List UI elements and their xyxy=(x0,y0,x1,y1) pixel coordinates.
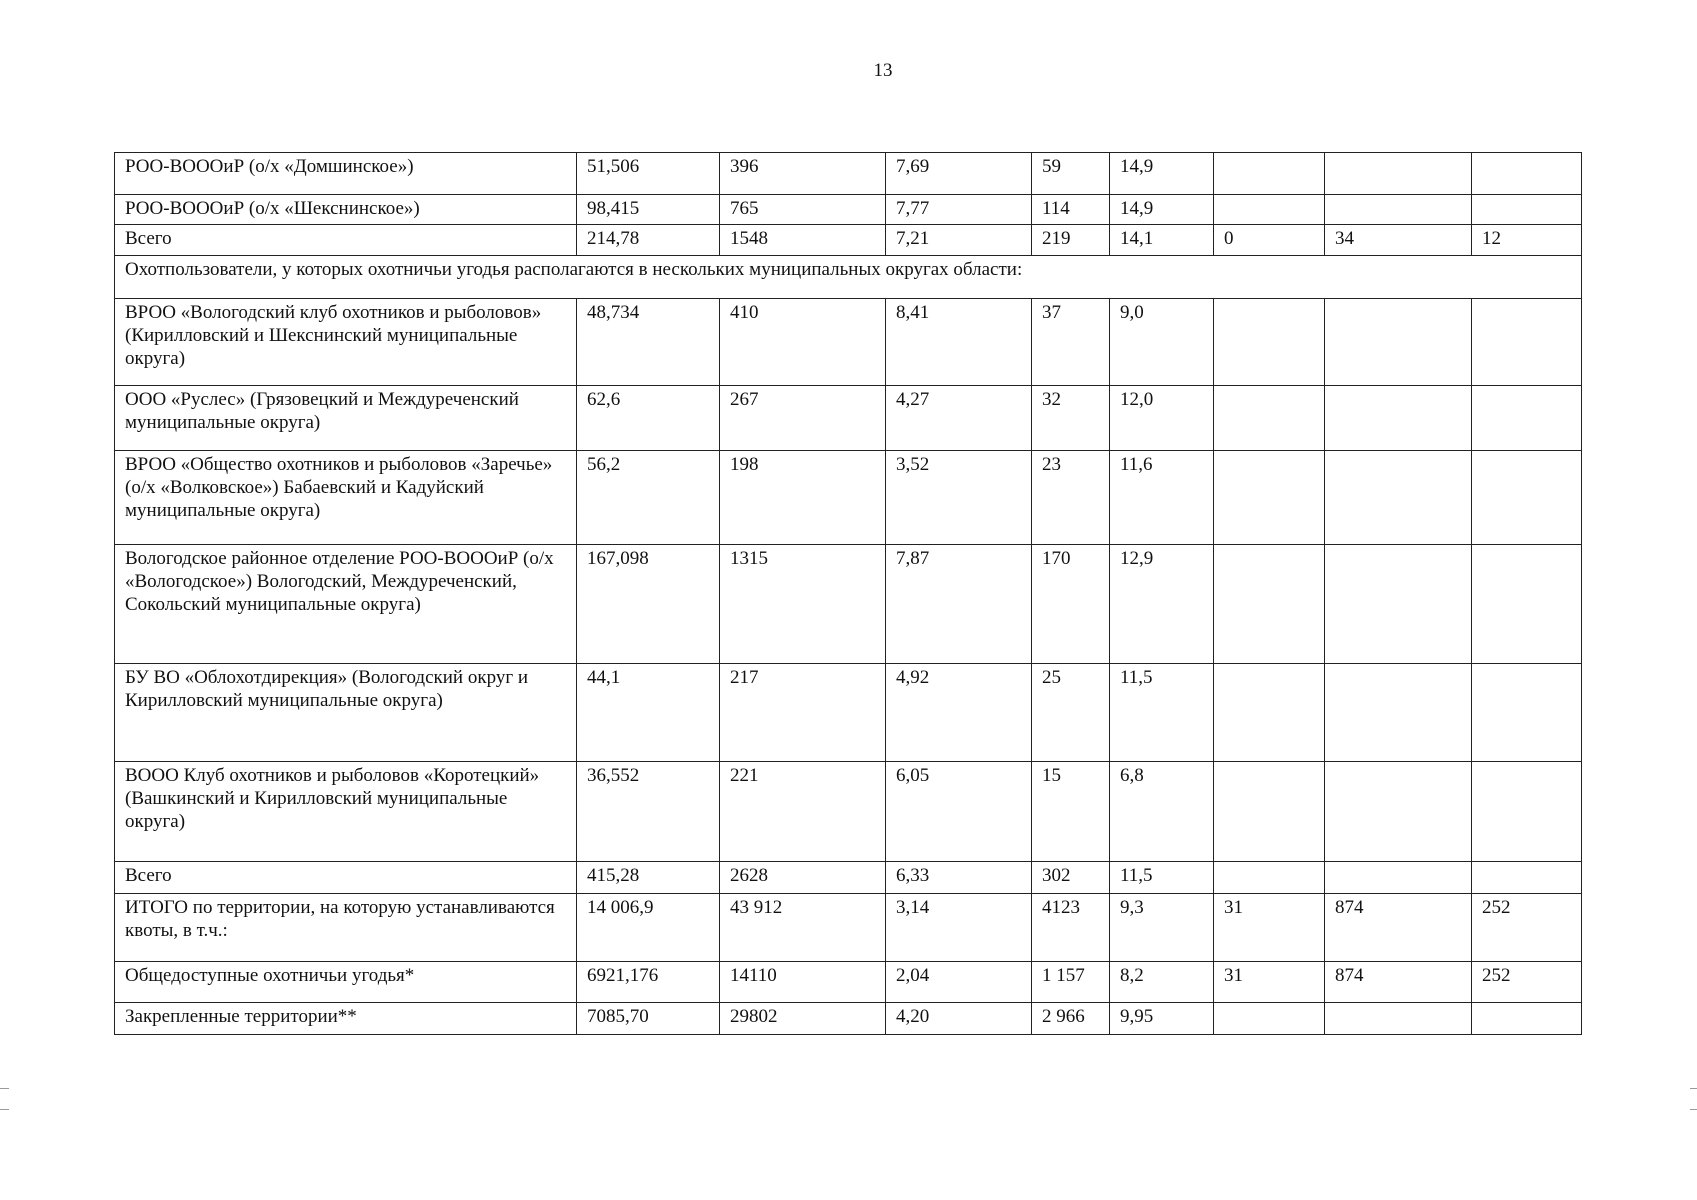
value-cell: 8,2 xyxy=(1110,962,1214,1003)
value-cell xyxy=(1214,545,1325,664)
value-cell xyxy=(1472,545,1582,664)
value-cell: 31 xyxy=(1214,894,1325,962)
table-row xyxy=(115,225,1582,256)
value-cell xyxy=(1472,195,1582,225)
value-cell: 98,415 xyxy=(577,195,720,225)
value-cell: 410 xyxy=(720,299,886,386)
value-cell: 11,5 xyxy=(1110,664,1214,762)
value-cell: 31 xyxy=(1214,962,1325,1003)
value-cell xyxy=(1472,862,1582,894)
value-cell: 32 xyxy=(1032,386,1110,451)
scan-mark xyxy=(0,1088,9,1089)
table-row xyxy=(115,256,1582,299)
value-cell xyxy=(1214,664,1325,762)
value-cell xyxy=(1325,664,1472,762)
row-label-cell: Всего xyxy=(115,225,577,256)
row-label-cell: БУ ВО «Облохотдирекция» (Вологодский округ и Кирилловский муниципальные округа) xyxy=(115,664,577,762)
value-cell: 6,05 xyxy=(886,762,1032,862)
value-cell xyxy=(1214,862,1325,894)
value-cell xyxy=(1325,762,1472,862)
value-cell: 59 xyxy=(1032,153,1110,195)
value-cell: 12,0 xyxy=(1110,386,1214,451)
value-cell: 34 xyxy=(1325,225,1472,256)
value-cell xyxy=(1325,1003,1472,1035)
quota-table xyxy=(114,152,1582,1035)
value-cell: 267 xyxy=(720,386,886,451)
value-cell xyxy=(1325,386,1472,451)
value-cell: 12 xyxy=(1472,225,1582,256)
value-cell: 2628 xyxy=(720,862,886,894)
value-cell: 36,552 xyxy=(577,762,720,862)
value-cell: 2,04 xyxy=(886,962,1032,1003)
row-label-cell: Общедоступные охотничьи угодья* xyxy=(115,962,577,1003)
value-cell xyxy=(1325,545,1472,664)
value-cell: 1548 xyxy=(720,225,886,256)
table-row xyxy=(115,451,1582,545)
value-cell: 4123 xyxy=(1032,894,1110,962)
value-cell: 7,77 xyxy=(886,195,1032,225)
value-cell: 1315 xyxy=(720,545,886,664)
row-label-cell: ВРОО «Вологодский клуб охотников и рыболовов» (Кирилловский и Шекснинский муниципальные округа) xyxy=(115,299,577,386)
value-cell: 214,78 xyxy=(577,225,720,256)
value-cell: 7,69 xyxy=(886,153,1032,195)
value-cell: 11,5 xyxy=(1110,862,1214,894)
value-cell xyxy=(1472,299,1582,386)
scan-mark xyxy=(0,1109,9,1110)
value-cell: 14 006,9 xyxy=(577,894,720,962)
value-cell: 252 xyxy=(1472,894,1582,962)
row-label-cell: ИТОГО по территории, на которую устанавливаются квоты, в т.ч.: xyxy=(115,894,577,962)
value-cell: 7,21 xyxy=(886,225,1032,256)
row-label-cell: РОО-ВОООиР (о/х «Домшинское») xyxy=(115,153,577,195)
value-cell: 44,1 xyxy=(577,664,720,762)
value-cell: 9,95 xyxy=(1110,1003,1214,1035)
value-cell: 14,9 xyxy=(1110,195,1214,225)
value-cell: 198 xyxy=(720,451,886,545)
table-row xyxy=(115,545,1582,664)
value-cell: 7,87 xyxy=(886,545,1032,664)
value-cell xyxy=(1472,1003,1582,1035)
value-cell: 14,1 xyxy=(1110,225,1214,256)
value-cell: 3,52 xyxy=(886,451,1032,545)
row-label-cell: Вологодское районное отделение РОО-ВОООиР (о/х «Вологодское») Вологодский, Междуреченский, Сокольский муниципальные округа) xyxy=(115,545,577,664)
table-row xyxy=(115,299,1582,386)
value-cell: 51,506 xyxy=(577,153,720,195)
table-row xyxy=(115,862,1582,894)
value-cell: 23 xyxy=(1032,451,1110,545)
scan-mark xyxy=(1690,1088,1697,1089)
value-cell xyxy=(1325,153,1472,195)
row-label-cell: Закрепленные территории** xyxy=(115,1003,577,1035)
table-row xyxy=(115,894,1582,962)
value-cell: 219 xyxy=(1032,225,1110,256)
value-cell xyxy=(1325,195,1472,225)
value-cell xyxy=(1214,762,1325,862)
value-cell: 874 xyxy=(1325,894,1472,962)
value-cell: 415,28 xyxy=(577,862,720,894)
value-cell xyxy=(1214,1003,1325,1035)
value-cell: 43 912 xyxy=(720,894,886,962)
value-cell: 12,9 xyxy=(1110,545,1214,664)
value-cell: 167,098 xyxy=(577,545,720,664)
row-label-cell: ВРОО «Общество охотников и рыболовов «Заречье» (о/х «Волковское») Бабаевский и Кадуйский муниципальные округа) xyxy=(115,451,577,545)
value-cell: 9,3 xyxy=(1110,894,1214,962)
value-cell: 11,6 xyxy=(1110,451,1214,545)
value-cell: 765 xyxy=(720,195,886,225)
row-label-cell: Охотпользователи, у которых охотничьи угодья располагаются в нескольких муниципальных округах области: xyxy=(115,256,1582,299)
value-cell: 3,14 xyxy=(886,894,1032,962)
value-cell: 217 xyxy=(720,664,886,762)
table-row xyxy=(115,1003,1582,1035)
value-cell: 170 xyxy=(1032,545,1110,664)
value-cell xyxy=(1325,862,1472,894)
table-row xyxy=(115,195,1582,225)
value-cell: 4,27 xyxy=(886,386,1032,451)
value-cell: 252 xyxy=(1472,962,1582,1003)
value-cell xyxy=(1325,299,1472,386)
row-label-cell: РОО-ВОООиР (о/х «Шекснинское») xyxy=(115,195,577,225)
value-cell: 1 157 xyxy=(1032,962,1110,1003)
value-cell: 9,0 xyxy=(1110,299,1214,386)
table-row xyxy=(115,962,1582,1003)
value-cell: 62,6 xyxy=(577,386,720,451)
value-cell: 25 xyxy=(1032,664,1110,762)
value-cell xyxy=(1214,299,1325,386)
value-cell: 48,734 xyxy=(577,299,720,386)
value-cell: 6921,176 xyxy=(577,962,720,1003)
table-row xyxy=(115,153,1582,195)
value-cell: 4,92 xyxy=(886,664,1032,762)
value-cell: 114 xyxy=(1032,195,1110,225)
value-cell: 15 xyxy=(1032,762,1110,862)
value-cell xyxy=(1214,451,1325,545)
value-cell: 0 xyxy=(1214,225,1325,256)
scan-mark xyxy=(1690,1109,1697,1110)
row-label-cell: ВООО Клуб охотников и рыболовов «Коротецкий» (Вашкинский и Кирилловский муниципальные округа) xyxy=(115,762,577,862)
row-label-cell: Всего xyxy=(115,862,577,894)
row-label-cell: ООО «Руслес» (Грязовецкий и Междуреченский муниципальные округа) xyxy=(115,386,577,451)
value-cell: 6,33 xyxy=(886,862,1032,894)
value-cell: 56,2 xyxy=(577,451,720,545)
value-cell: 6,8 xyxy=(1110,762,1214,862)
value-cell: 8,41 xyxy=(886,299,1032,386)
value-cell: 14110 xyxy=(720,962,886,1003)
page-number: 13 xyxy=(873,60,893,81)
value-cell xyxy=(1472,664,1582,762)
value-cell xyxy=(1472,451,1582,545)
table-row xyxy=(115,386,1582,451)
table-row xyxy=(115,664,1582,762)
value-cell: 14,9 xyxy=(1110,153,1214,195)
value-cell: 29802 xyxy=(720,1003,886,1035)
value-cell: 37 xyxy=(1032,299,1110,386)
value-cell: 302 xyxy=(1032,862,1110,894)
value-cell xyxy=(1472,386,1582,451)
value-cell: 4,20 xyxy=(886,1003,1032,1035)
value-cell xyxy=(1325,451,1472,545)
value-cell: 2 966 xyxy=(1032,1003,1110,1035)
value-cell xyxy=(1214,386,1325,451)
value-cell: 874 xyxy=(1325,962,1472,1003)
value-cell: 7085,70 xyxy=(577,1003,720,1035)
table-row xyxy=(115,762,1582,862)
value-cell xyxy=(1472,762,1582,862)
value-cell: 396 xyxy=(720,153,886,195)
value-cell: 221 xyxy=(720,762,886,862)
value-cell xyxy=(1472,153,1582,195)
value-cell xyxy=(1214,195,1325,225)
value-cell xyxy=(1214,153,1325,195)
